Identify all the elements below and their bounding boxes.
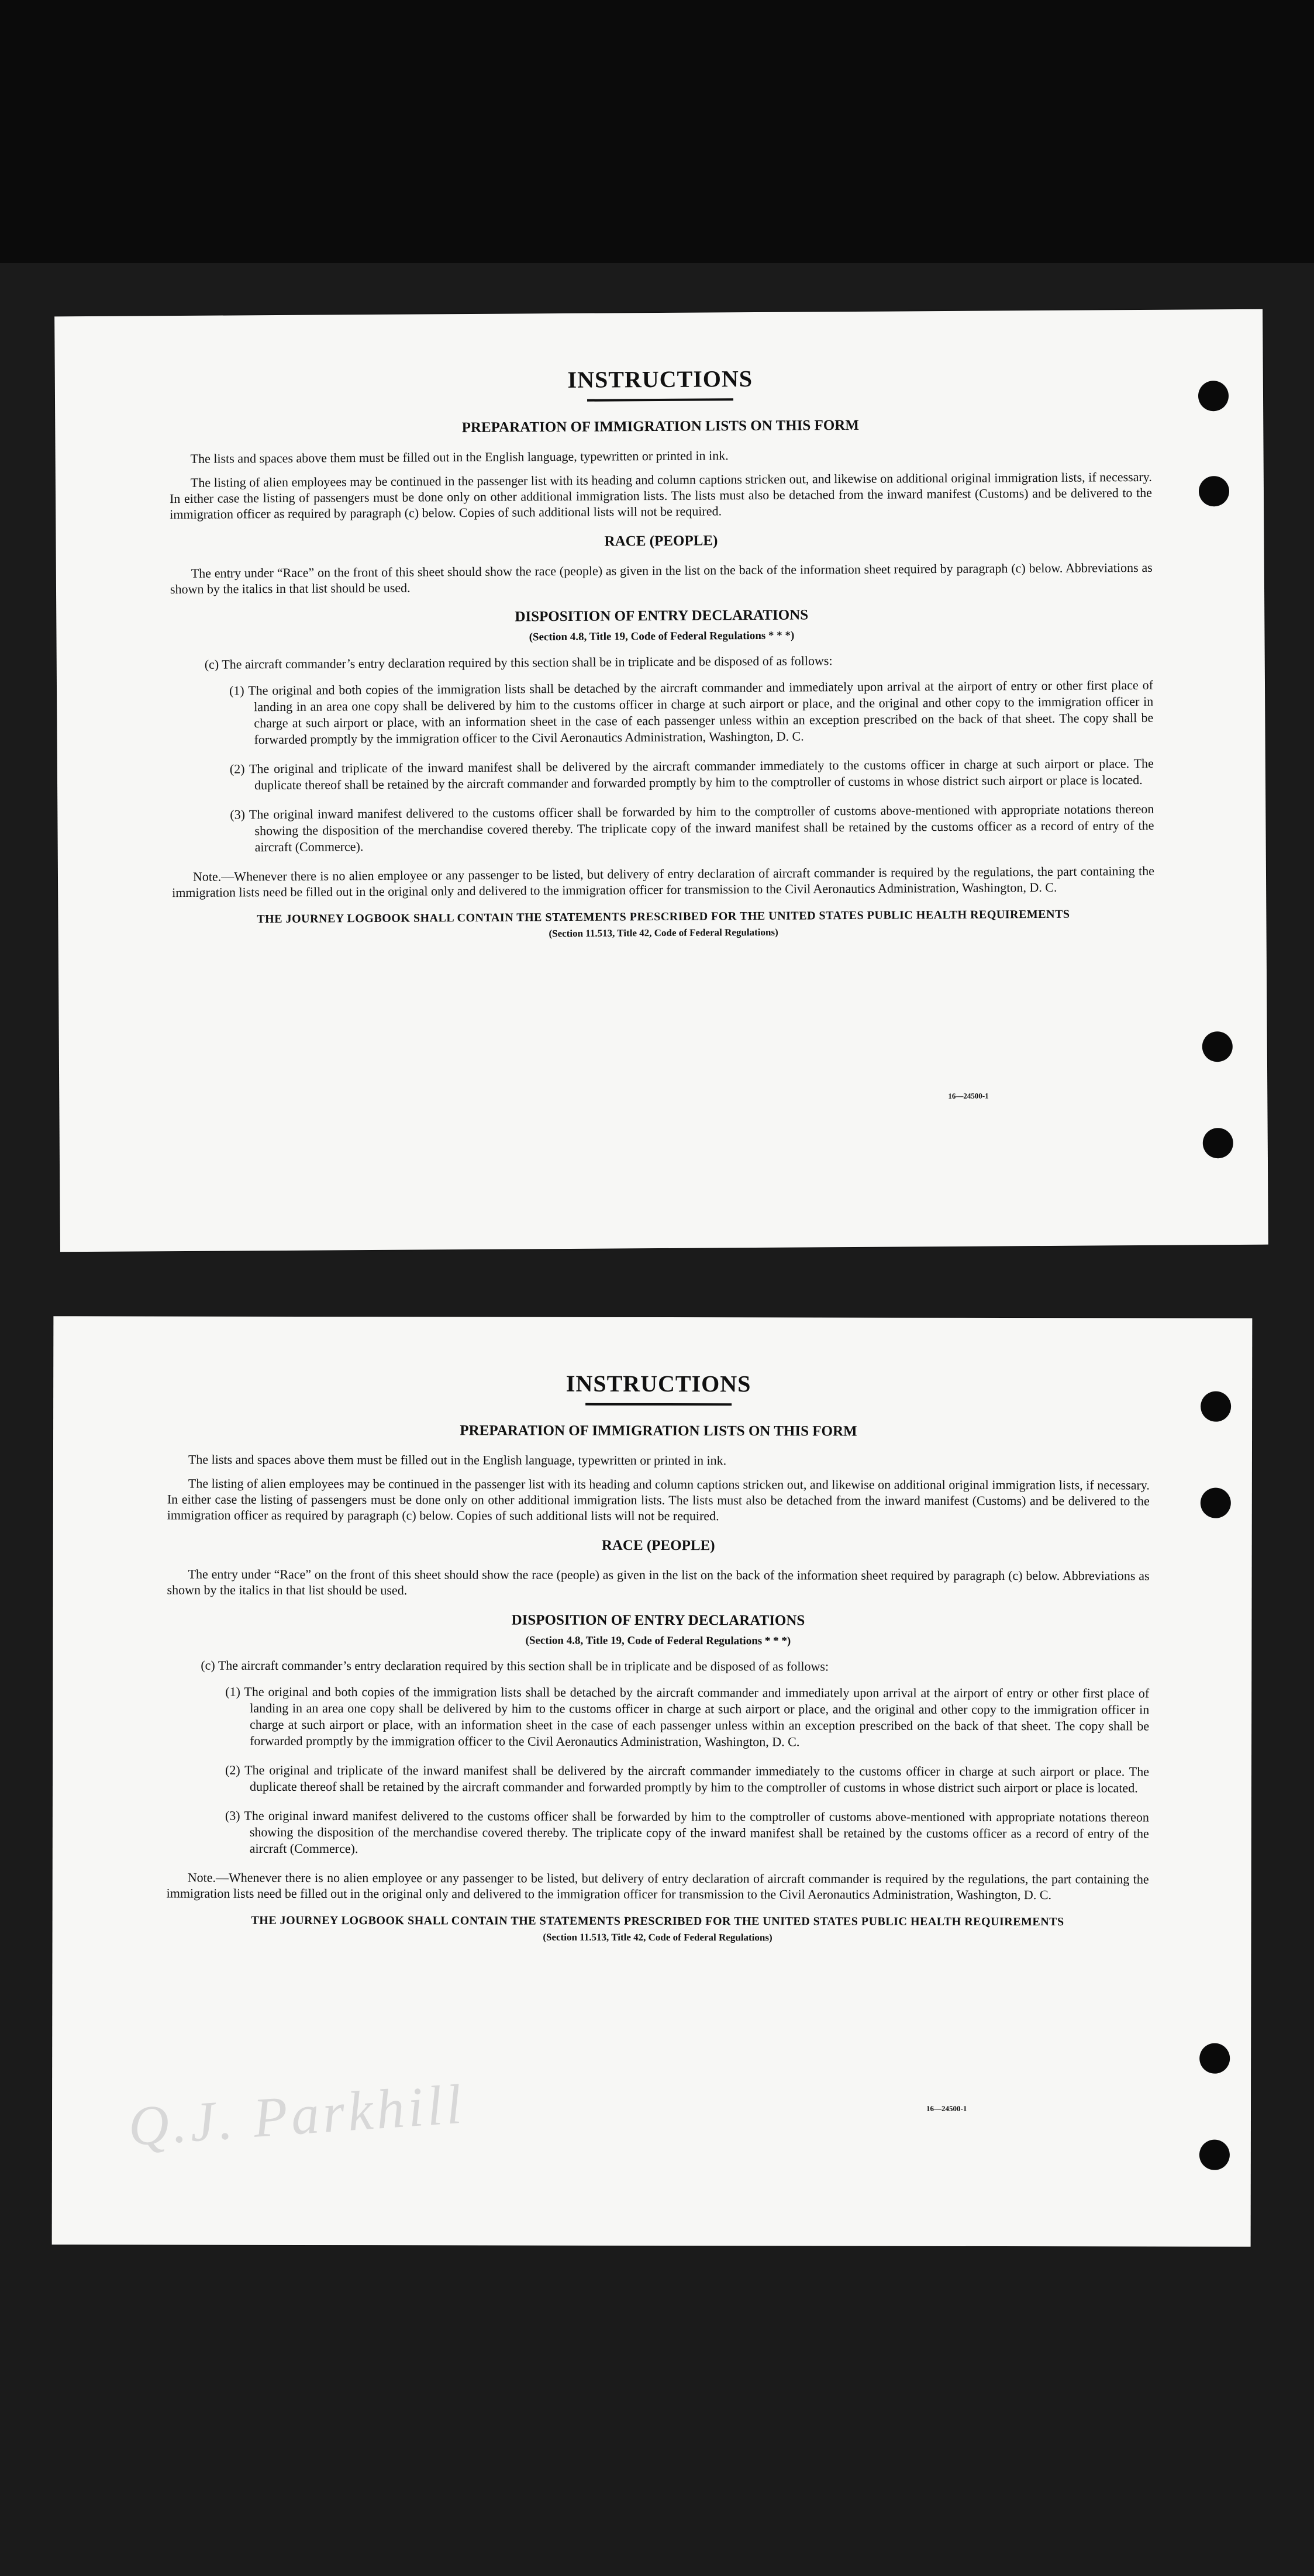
punch-hole [1203,1128,1233,1158]
page-title: INSTRUCTIONS [565,1370,751,1397]
punch-hole [1199,476,1229,506]
instructions-body [169,362,1155,942]
logbook-statement: THE JOURNEY LOGBOOK SHALL CONTAIN THE STATEMENTS PRESCRIBED FOR THE UNITED STATES PUBLIC HEALTH REQUIREMENTS [251,1914,1064,1929]
race-heading: RACE (PEOPLE) [601,1537,715,1554]
note-paragraph: Note.—Whenever there is no alien employee or any passenger to be listed, but delivery of entry declaration of aircraft commander is required by the regulations, the part containing the immigration lists need be filled out in the original only and delivered to the immigration officer for transmission to the Civil Aeronautics Administration, Washington, D. C. [166,1870,1149,1902]
disposition-citation: (Section 4.8, Title 19, Code of Federal Regulations * * *) [525,1634,791,1648]
page-title: INSTRUCTIONS [567,365,753,393]
prep-paragraph-2: The listing of alien employees may be continued in the passenger list with its heading and column captions stricken out, and likewise on additional original immigration lists, if necessary. In either case the listing of passengers must be done only on other additional immigration lists. The lists must also be detached from the inward manifest (Customs) and be delivered to the immigration officer as required by paragraph (c) below. Copies of such additional lists will not be required. [169,469,1153,522]
disposition-intro: (c) The aircraft commander’s entry declaration required by this section shall be in triplicate and be disposed of as follows: [204,653,833,672]
logbook-statement: THE JOURNEY LOGBOOK SHALL CONTAIN THE STATEMENTS PRESCRIBED FOR THE UNITED STATES PUBLIC HEALTH REQUIREMENTS [257,907,1070,926]
film-leader [0,0,1314,263]
form-number: 16—24500-1 [926,2104,967,2113]
prep-paragraph-2: The listing of alien employees may be continued in the passenger list with its heading and column captions stricken out, and likewise on additional original immigration lists, if necessary. In either case the listing of passengers must be done only on other additional immigration lists. The lists must also be detached from the inward manifest (Customs) and be delivered to the immigration officer as required by paragraph (c) below. Copies of such additional lists will not be required. [167,1476,1150,1524]
disposition-item-1: (1) The original and both copies of the immigration lists shall be detached by the aircraft commander and immediately upon arrival at the airport of entry or other first place of landing in an area one copy shall be delivered by him to the customs officer in charge at such airport or place, and the original and other copy to the immigration officer in charge at such airport or place, with an information sheet in the case of each passenger unless within an exception prescribed on the back of that sheet. The copy shall be forwarded promptly by the immigration officer to the Civil Aeronautics Administration, Washington, D. C. [225,1684,1150,1749]
prep-heading: PREPARATION OF IMMIGRATION LISTS ON THIS FORM [461,417,859,436]
logbook-citation: (Section 11.513, Title 42, Code of Federal Regulations) [549,926,778,940]
punch-hole [1201,1391,1231,1422]
instruction-sheet-1 [54,309,1268,1252]
note-paragraph: Note.—Whenever there is no alien employee or any passenger to be listed, but delivery of entry declaration of aircraft commander is required by the regulations, the part containing the immigration lists need be filled out in the original only and delivered to the immigration officer for transmission to the Civil Aeronautics Administration, Washington, D. C. [172,863,1155,900]
disposition-item-2: (2) The original and triplicate of the inward manifest shall be delivered by the aircraft commander immediately to the customs officer in charge at such airport or place. The duplicate thereof shall be retained by the aircraft commander and forwarded promptly by him to the comptroller of customs in whose district such airport or place is located. [225,1762,1150,1795]
handwritten-signature: Q.J. Parkhill [126,2072,467,2158]
punch-hole [1199,2043,1230,2074]
instructions-body [167,1369,1150,1945]
title-rule [585,1403,732,1406]
instruction-sheet-2 [52,1316,1253,2247]
title-rule [587,398,733,402]
disposition-item-3: (3) The original inward manifest delivered to the customs officer shall be forwarded by him to the comptroller of customs above-mentioned with appropriate notations thereon showing the disposition of the merchandise covered thereby. The triplicate copy of the inward manifest shall be retained by the customs officer as a record of entry of the aircraft (Commerce). [230,801,1154,855]
prep-heading: PREPARATION OF IMMIGRATION LISTS ON THIS FORM [460,1422,857,1439]
disposition-intro: (c) The aircraft commander’s entry declaration required by this section shall be in triplicate and be disposed of as follows: [201,1658,829,1674]
logbook-citation: (Section 11.513, Title 42, Code of Federal Regulations) [543,1931,772,1943]
disposition-heading: DISPOSITION OF ENTRY DECLARATIONS [515,607,809,625]
disposition-heading: DISPOSITION OF ENTRY DECLARATIONS [511,1612,805,1629]
punch-hole [1201,1488,1231,1518]
disposition-citation: (Section 4.8, Title 19, Code of Federal Regulations * * *) [529,629,795,644]
race-paragraph: The entry under “Race” on the front of this sheet should show the race (people) as given in the list on the back of the information sheet required by paragraph (c) below. Abbreviations as shown by the italics in that list should be used. [170,560,1153,597]
disposition-item-2: (2) The original and triplicate of the inward manifest shall be delivered by the aircraft commander immediately to the customs officer in charge at such airport or place. The duplicate thereof shall be retained by the aircraft commander and forwarded promptly by him to the comptroller of customs in whose district such airport or place is located. [229,755,1154,793]
disposition-item-1: (1) The original and both copies of the immigration lists shall be detached by the aircraft commander and immediately upon arrival at the airport of entry or other first place of landing in an area one copy shall be delivered by him to the customs officer in charge at such airport or place, and the original and other copy to the immigration officer in charge at such airport or place, with an information sheet in the case of each passenger unless within an exception prescribed on the back of that sheet. The copy shall be forwarded promptly by the immigration officer to the Civil Aeronautics Administration, Washington, D. C. [229,677,1154,747]
punch-hole [1199,2140,1230,2170]
race-paragraph: The entry under “Race” on the front of this sheet should show the race (people) as given in the list on the back of the information sheet required by paragraph (c) below. Abbreviations as shown by the italics in that list should be used. [167,1566,1150,1598]
disposition-item-3: (3) The original inward manifest delivered to the customs officer shall be forwarded by him to the comptroller of customs above-mentioned with appropriate notations thereon showing the disposition of the merchandise covered thereby. The triplicate copy of the inward manifest shall be retained by the customs officer as a record of entry of the aircraft (Commerce). [225,1808,1149,1856]
prep-paragraph-1: The lists and spaces above them must be filled out in the English language, typewritten or printed in ink. [190,448,729,466]
punch-hole [1202,1031,1233,1062]
punch-hole [1198,381,1229,411]
race-heading: RACE (PEOPLE) [604,533,718,550]
form-number: 16—24500-1 [948,1091,989,1101]
prep-paragraph-1: The lists and spaces above them must be filled out in the English language, typewritten or printed in ink. [188,1452,727,1468]
